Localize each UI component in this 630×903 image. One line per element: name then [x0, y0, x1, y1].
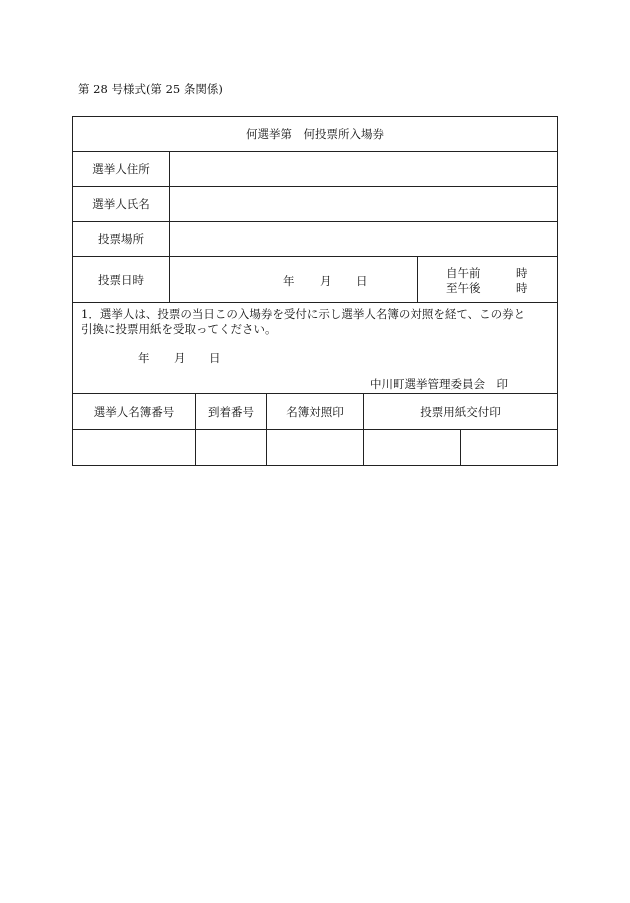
column-register-number: 選挙人名簿番号 [73, 394, 196, 429]
from-hour-label: 時 [516, 266, 528, 280]
issuer-seal-line: 中川町選挙管理委員会 印 [370, 377, 508, 391]
notice-row [73, 303, 557, 394]
name-field[interactable] [170, 187, 557, 221]
form-title-row [73, 117, 557, 152]
month-label: 月 [320, 274, 332, 288]
voting-datetime-row [73, 257, 557, 303]
polling-place-label: 投票場所 [73, 222, 170, 256]
column-register-check-seal: 名簿対照印 [267, 394, 364, 429]
year-label: 年 [283, 274, 295, 288]
day-label: 日 [356, 274, 368, 288]
voting-datetime-label: 投票日時 [73, 257, 170, 302]
notice-line-2: 引換に投票用紙を受取ってください。 [81, 322, 277, 336]
form-caption: 第 28 号様式(第 25 条関係) [78, 82, 223, 96]
from-am-label: 自午前 [446, 266, 481, 280]
ballot-issue-seal-cell-1[interactable] [364, 430, 461, 465]
check-columns-header [73, 394, 557, 430]
name-label: 選挙人氏名 [73, 187, 170, 221]
voting-time-field[interactable] [418, 257, 557, 302]
polling-place-row [73, 222, 557, 257]
arrival-number-cell[interactable] [196, 430, 267, 465]
column-ballot-issue-seal: 投票用紙交付印 [420, 404, 501, 419]
notice-year-label: 年 [138, 351, 150, 365]
ballot-issue-seal-cell-2[interactable] [461, 430, 557, 465]
address-field[interactable] [170, 152, 557, 186]
check-columns-entry-row [73, 430, 557, 465]
register-number-cell[interactable] [73, 430, 196, 465]
address-row [73, 152, 557, 187]
notice-line-1: 1．選挙人は、投票の当日この入場券を受付に示し選挙人名簿の対照を経て、この券と [81, 307, 526, 321]
to-hour-label: 時 [516, 281, 528, 295]
to-pm-label: 至午後 [446, 281, 481, 295]
voting-date-field[interactable] [170, 257, 418, 302]
name-row [73, 187, 557, 222]
form-title: 何選挙第 何投票所入場券 [246, 127, 384, 141]
address-label: 選挙人住所 [73, 152, 170, 186]
notice-month-label: 月 [174, 351, 186, 365]
register-check-seal-cell[interactable] [267, 430, 364, 465]
column-arrival-number: 到着番号 [196, 394, 267, 429]
notice-day-label: 日 [209, 351, 221, 365]
polling-place-field[interactable] [170, 222, 557, 256]
admission-ticket-form [72, 116, 558, 466]
